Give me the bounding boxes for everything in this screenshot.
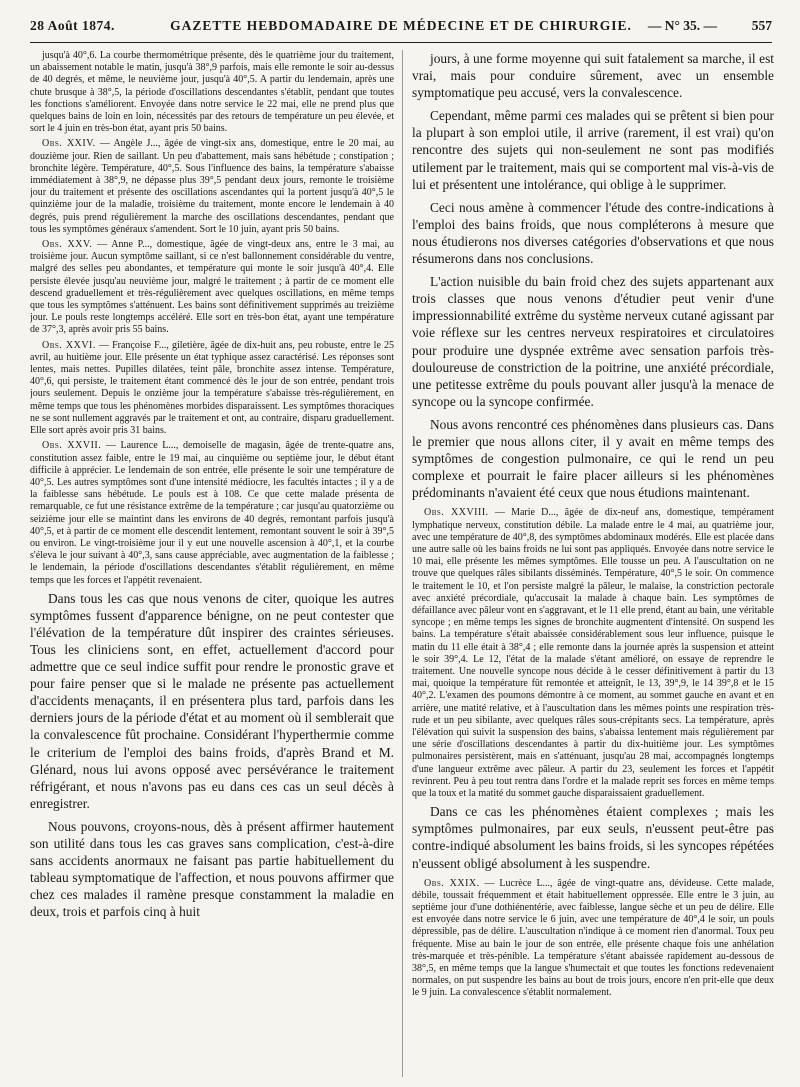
- issue-date: 28 Août 1874.: [30, 18, 115, 33]
- body-paragraph: [412, 199, 774, 267]
- paragraph-text: — Laurence L..., demoiselle de magasin, âgée de trente-quatre ans, constitution assez faible, entre le 19 mai, au cinquième ou septième jour, le début étant difficile à apprécier. Le lendemain de son entrée, elle présente le soir une température de 40°,5. Les autres symptômes sont d'une intensité médiocre, les facultés intactes ; il y a de la faiblesse sans hébétude. Le pouls est à 108. Ce que cette malade présenta de remarquable, ce fut une résistance extrême de la température ; car jusqu'au quatorzième ou seizième jour elle se maintint dans les environs de 40 degrés, remontant parfois jusqu'à 40°,5, et à partir de ce moment elle descendit lentement, remontant souvent le soir à 39°,5 ou environ. Le vingt-troisième jour il y eut une nouvelle ascension à 40°,1, et la courbe s'éleva le jour suivant à 40°,3, sans cause appréciable, avec augmentation de la faiblesse ; le lendemain, la période d'oscillations descendantes s'établit régulièrement, en même temps que les forces et l'appétit revenaient.: [30, 440, 394, 586]
- journal-title: GAZETTE HEBDOMADAIRE DE MÉDECINE ET DE CHIRURGIE.: [170, 18, 632, 33]
- paragraph-text: L'action nuisible du bain froid chez des sujets appartenant aux trois classes que nous venons d'étudier peut venir d'une impressionnabilité extrême du système nerveux cutané agissant par voie réflexe sur les centres nerveux respiratoires et circulatoires pour produire une dyspnée extrême avec sensation parfois très-douloureuse de constriction de la poitrine, une anxiété précordiale, une petitesse extrême du pouls pouvant aller jusqu'à la menace de syncope ou la syncope confirmée.: [412, 274, 774, 409]
- left-column: [30, 50, 394, 1079]
- observation-paragraph: [30, 138, 394, 236]
- observation-paragraph: [30, 239, 394, 337]
- paragraph-text: Dans ce cas les phénomènes étaient complexes ; mais les symptômes pulmonaires, par eux seuls, n'eussent peut-être pas contre-indiqué absolument les bains froids, si les syncopes répétées n'eussent obligé absolument à les suspendre.: [412, 804, 774, 871]
- observation-paragraph: [412, 507, 774, 800]
- body-paragraph: [30, 818, 394, 921]
- body-paragraph: [412, 803, 774, 871]
- paragraph-text: — Lucrèce L..., âgée de vingt-quatre ans, dévideuse. Cette malade, débile, toussait fréquemment et était habituellement oppressée. Elle entre le 3 juin, au septième jour d'une dothiénentérie, avec faiblesse, langue sèche et un peu de délire. Elle est envoyée dans notre service le 6 juin, avec une température de 40°,4 le soir, un pouls dépressible, pas de délire. L'auscultation n'indique à ce moment rien d'anormal. Toux peu fréquente. Mise au bain le jour de son entrée, elle présente chaque fois une anhélation très-marquée et très-pénible. La température s'étant abaissée rapidement au-dessous de 38°,5, en même temps que la langue s'humectait et que toutes les fonctions redevenaient normales, on put suspendre les bains au bout de trois jours, encore n'en prit-elle que deux le 9 juin. La convalescence s'établit normalement.: [412, 877, 774, 999]
- observation-label: Obs. XXV.: [42, 239, 93, 251]
- body-paragraph: [30, 590, 394, 812]
- paragraph-text: — Angèle J..., âgée de vingt-six ans, domestique, entre le 20 mai, au douzième jour. Rien de saillant. Un peu d'abattement, mais sans hébétude ; constipation ; bronchite légère. Température, 40°,5. Sous l'influence des bains, la température s'abaisse immédiatement à 38°,9, ne dépasse plus 39°,5 pendant deux jours, remonte le troisième jour du traitement et présente des oscillations ascendantes qui la portent jusqu'à 40°,5 le quinzième jour de la maladie, troisième du traitement, monte encore le lendemain à 40 degrés, puis prend régulièrement la marche des oscillations descendantes, pendant que tous les symptômes généraux s'amendent. Sort le 10 juin, ayant pris 50 bains.: [30, 138, 394, 235]
- paragraph-text: jusqu'à 40°,6. La courbe thermométrique présente, dès le quatrième jour du traitement, un abaissement notable le matin, jusqu'à 38°,9 parfois, mais elle remonte le soir au-dessus de 40 degrés, et même, le neuvième jour, jusqu'à 40°,5. A partir du lendemain, après une chute brusque à 38°,5, la période d'oscillations descendantes s'établit, pendant que toutes les fonctions s'améliorent. Envoyée dans notre service le 22 mai, elle ne prend plus que quelques bains de loin en loin, nécessités par des retours de température un peu élevée, et sort le 4 juin en très-bon état, ayant pris 50 bains.: [30, 50, 394, 135]
- paragraph-text: Nous pouvons, croyons-nous, dès à présent affirmer hautement son utilité dans tous les cas graves sans complication, c'est-à-dire sans accidents anormaux ne faisant pas partie habituellement du tableau symptomatique de l'affection, et nous pouvons affirmer que chez ces malades il ramène presque constamment la maladie en deux, trois et parfois cinq à huit: [30, 818, 394, 920]
- paragraph-text: Ceci nous amène à commencer l'étude des contre-indications à l'emploi des bains froids, que nous compléterons à mesure que nous étudierons nos diverses catégories d'observations et que nous résumerons dans nos conclusions.: [412, 199, 774, 267]
- observation-label: Obs. XXVIII.: [424, 507, 489, 519]
- column-rule: [402, 50, 403, 1077]
- page-number: 557: [751, 18, 772, 33]
- running-head: [30, 8, 772, 43]
- right-column: [412, 50, 774, 1079]
- body-paragraph: [412, 107, 774, 192]
- body-paragraph: [30, 50, 394, 135]
- observation-paragraph: [30, 440, 394, 586]
- observation-paragraph: [30, 340, 394, 438]
- body-paragraph: [412, 416, 774, 501]
- observation-label: Obs. XXVII.: [42, 440, 102, 452]
- observation-paragraph: [412, 878, 774, 1000]
- paragraph-text: jours, à une forme moyenne qui suit fatalement sa marche, il est vrai, mais pour conduire sûrement, avec un ensemble symptomatique peu accusé, vers la convalescence.: [412, 51, 774, 101]
- issue-number: — N° 35. —: [647, 18, 717, 33]
- paragraph-text: Nous avons rencontré ces phénomènes dans plusieurs cas. Dans le premier que nous allons citer, il y avait en même temps des symptômes de congestion pulmonaire, ce qui le rend un peu complexe et pourrait le faire placer ailleurs si les phénomènes prédominants n'avaient été ceux que nous étudions maintenant.: [412, 416, 774, 501]
- paragraph-text: — Françoise F..., giletière, âgée de dix-huit ans, peu robuste, entre le 25 avril, au huitième jour. Elle présente un état typhique assez caractérisé. Les réponses sont lentes, mais nettes. Pupilles dilatées, teint pâle, bronchite assez intense. Température, 40°,6, qui persiste, le traitement étant commencé dès le jour de son entrée, pendant trois jours seulement. Depuis le onzième jour la température s'abaisse très-régulièrement, en même temps que tous les phénomènes morbides disparaissent. Les symptômes thoraciques ne se sont nullement aggravés par le traitement et ont, au contraire, disparu graduellement. Elle sort après avoir pris 31 bains.: [30, 339, 394, 437]
- paragraph-text: — Marie D..., âgée de dix-neuf ans, domestique, tempérament lymphatique nerveux, constitution débile. La malade entre le 4 mai, au quatrième jour, avec une température de 40°,8, des symptômes abdominaux modérés. Elle est placée dans une autre salle où les bains froids ne lui sont pas appliqués. Envoyée dans notre service le 10 mai, elle présente les mêmes symptômes. Elle tousse un peu. A l'auscultation on ne trouve que quelques râles sibilants disséminés. Température, 40°,5 le soir. On commence le traitement le 10, et l'on persiste malgré la pâleur, le malaise, la constriction pectorale avec anxiété précordiale, qu'accusait la malade à chaque bain. Les symptômes de défaillance avec pâleur vont en s'aggravant, et le 11 elle prend, étant au bain, une véritable syncope ; en même temps les signes de bronchite augmentent d'intensité. On suspend les bains. La température s'était abaissée considérablement sous leur influence, puisque le matin du 11 elle était à 38°,4 ; elle remonte dans la journée après la suspension et atteint le soir 39°,4. Le 12, l'état de la malade s'étant amélioré, on essaye de reprendre le traitement. Une nouvelle syncope nous décide à le cesser définitivement à partir du 13 mai, quoique la température fût remontée et atteignît, le 13, 39°,9, le 14 39°,8 et le 15 40°,2. L'examen des poumons démontre à ce moment, au sommet gauche en avant et en arrière, une matité relative, et à l'auscultation dans les mêmes points une respiration très-rude et un peu sibilante, avec quelques râles sous-crépitants secs. La température, après l'élévation qui suivit la suspension des bains, s'abaissa lentement mais régulièrement par une série d'oscillations descendantes à partir du dix-huitième jour. Les symptômes pulmonaires persistèrent, mais en s'atténuant, jusqu'au 28 mai, accompagnés longtemps d'une langueur extrême avec pâleur. A partir du 23, seulement les forces et l'appétit revinrent. Peu à peu tout rentra dans l'ordre et la malade reprit ses forces en même temps que la toux et la matité du sommet gauche disparaissaient graduellement.: [412, 507, 774, 800]
- observation-label: Obs. XXVI.: [42, 339, 96, 351]
- body-paragraph: [412, 50, 774, 101]
- body-paragraph: [412, 273, 774, 410]
- paragraph-text: Cependant, même parmi ces malades qui se prêtent si bien pour la plupart à son emploi utile, il arrive (rarement, il est vrai) qu'on rencontre des sujets qui non-seulement ne sont pas modifiés utilement par le traitement, mais qui se comportent mal vis-à-vis de lui et présentent une intolérance, qui oblige à le supprimer.: [412, 108, 774, 192]
- paragraph-text: Dans tous les cas que nous venons de citer, quoique les autres symptômes fussent d'apparence bénigne, on ne peut contester que l'élévation de la température dût inspirer des craintes sérieuses. Tous les cliniciens sont, en effet, actuellement d'accord pour admettre que ce seul indice suffit pour rendre le pronostic grave et pour faire penser que si le malade ne présente pas actuellement d'accidents menaçants, il en présentera plus tard, parfois dans les derniers jours de la période d'état et au moment où il semblerait que la convalescence fût prochaine. Considérant l'hyperthermie comme le criterium de l'emploi des bains froids, d'après Brand et M. Glénard, nous lui avons opposé avec persévérance le traitement réfrigérant, et nous n'avons pas eu dans ces cas un seul décès à enregistrer.: [30, 590, 394, 811]
- paragraph-text: — Anne P..., domestique, âgée de vingt-deux ans, entre le 3 mai, au troisième jour. Aucun symptôme saillant, si ce n'est ballonnement considérable du ventre, malgré des selles peu abondantes, et température qui monte le soir jusqu'à 40°,4. Elle persiste élevée jusqu'au neuvième jour, malgré le traitement ; à partir de ce moment elle descend graduellement et très-régulièrement avec quelques oscillations, en même temps que tous les symptômes s'atténuent. Les bains sont définitivement supprimés au treizième jour. Le pouls reste longtemps accéléré. Elle sort en très-bon état, ayant une température de 37°,3, après avoir pris 55 bains.: [30, 239, 394, 336]
- observation-label: Obs. XXIX.: [424, 877, 480, 889]
- observation-label: Obs. XXIV.: [42, 138, 96, 150]
